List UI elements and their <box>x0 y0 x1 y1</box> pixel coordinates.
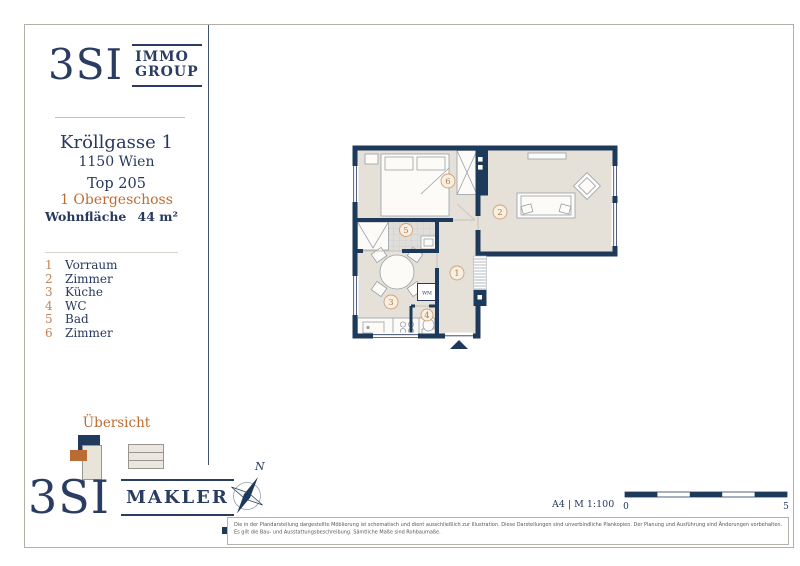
overview-title: Übersicht <box>82 415 151 431</box>
legend-row-vorraum <box>45 259 185 273</box>
compass-north-label: N <box>255 460 265 473</box>
room-number: 3 <box>45 285 53 300</box>
legend-row-bad <box>45 313 185 327</box>
brand-suffix <box>132 44 202 87</box>
makler-logo <box>28 470 234 524</box>
brand-suffix-line1: IMMO <box>135 49 189 65</box>
wall-inset <box>478 165 483 170</box>
room-label: Bad <box>65 312 89 327</box>
badge-kueche: 3 <box>388 298 394 308</box>
room-number: 2 <box>45 271 53 286</box>
elevation-level <box>128 460 164 469</box>
scale-end-label: 5 <box>783 502 789 512</box>
wall-mass <box>476 146 489 196</box>
wardrobe-icon <box>457 151 477 195</box>
shower-icon <box>358 222 389 250</box>
entrance-arrow-icon <box>450 340 468 349</box>
toilet-icon <box>422 319 435 335</box>
bath-sink-icon <box>421 236 436 249</box>
room-legend <box>45 259 185 341</box>
legend-row-kueche <box>45 286 185 300</box>
format-scale-label: A4 | M 1:100 <box>552 499 615 510</box>
badge-zimmer: 2 <box>497 208 503 218</box>
room-label: WC <box>65 298 87 313</box>
badge-vorraum: 1 <box>454 269 460 279</box>
svg-text:WM: WM <box>422 291 432 297</box>
floor-plan <box>345 138 625 353</box>
living-area-value: 44 m² <box>137 209 178 224</box>
unit-number: Top 205 <box>87 176 146 192</box>
stairs-icon <box>474 256 487 306</box>
immo-group-logo <box>48 40 202 90</box>
room-label: Zimmer <box>65 271 113 286</box>
floor-level: 1 Obergeschoss <box>60 192 173 208</box>
room-number: 4 <box>45 298 53 313</box>
disclaimer-line2: Es gilt die Bau- und Ausstattungsbeschreibung. Sämtliche Maße sind Rohbaumaße. <box>234 529 441 535</box>
divider <box>45 252 178 253</box>
scale-start-label: 0 <box>623 502 629 512</box>
address-street: Kröllgasse 1 <box>60 132 173 153</box>
brand-text: 3SI <box>48 40 124 90</box>
badge-wc: 4 <box>424 311 430 321</box>
room-number: 5 <box>45 312 53 327</box>
address-city: 1150 Wien <box>78 154 155 170</box>
brand-suffix: MAKLER <box>121 479 234 516</box>
badge-zimmer2: 6 <box>445 177 451 187</box>
divider <box>55 117 185 118</box>
legend-row-zimmer2 <box>45 327 185 341</box>
disclaimer-box <box>227 517 789 545</box>
compass-icon <box>226 456 274 518</box>
sideboard-icon <box>528 153 566 159</box>
room-label: Vorraum <box>65 258 118 272</box>
room-number: 6 <box>45 325 53 340</box>
badge-bad: 5 <box>403 226 409 236</box>
legend-row-wc <box>45 300 185 314</box>
room-label: Zimmer <box>65 325 113 340</box>
legend-row-zimmer <box>45 273 185 287</box>
scale-bar <box>618 486 796 516</box>
living-area-label: Wohnfläche <box>45 209 127 224</box>
room-label: Küche <box>65 285 103 300</box>
brand-text: 3SI <box>28 470 110 524</box>
site-unit-highlight <box>70 450 87 461</box>
elevation-thumbnail <box>128 445 162 469</box>
disclaimer-line1: Die in der Plandarstellung dargestellte Möblierung ist schematisch und dient ausschließlich zur Illustration. Diese Darstellungen sind unverbindliche Plankopien. Der Planung und Ausführung sind Änderungen vorbehalten. <box>234 521 783 528</box>
room-number: 1 <box>45 258 53 272</box>
brand-suffix-line2: GROUP <box>135 64 199 81</box>
living-area-row <box>45 209 178 224</box>
sidebar-separator <box>208 25 209 465</box>
washing-machine-icon <box>418 284 437 301</box>
wall-inset <box>478 157 483 162</box>
sofa-icon <box>517 193 575 218</box>
